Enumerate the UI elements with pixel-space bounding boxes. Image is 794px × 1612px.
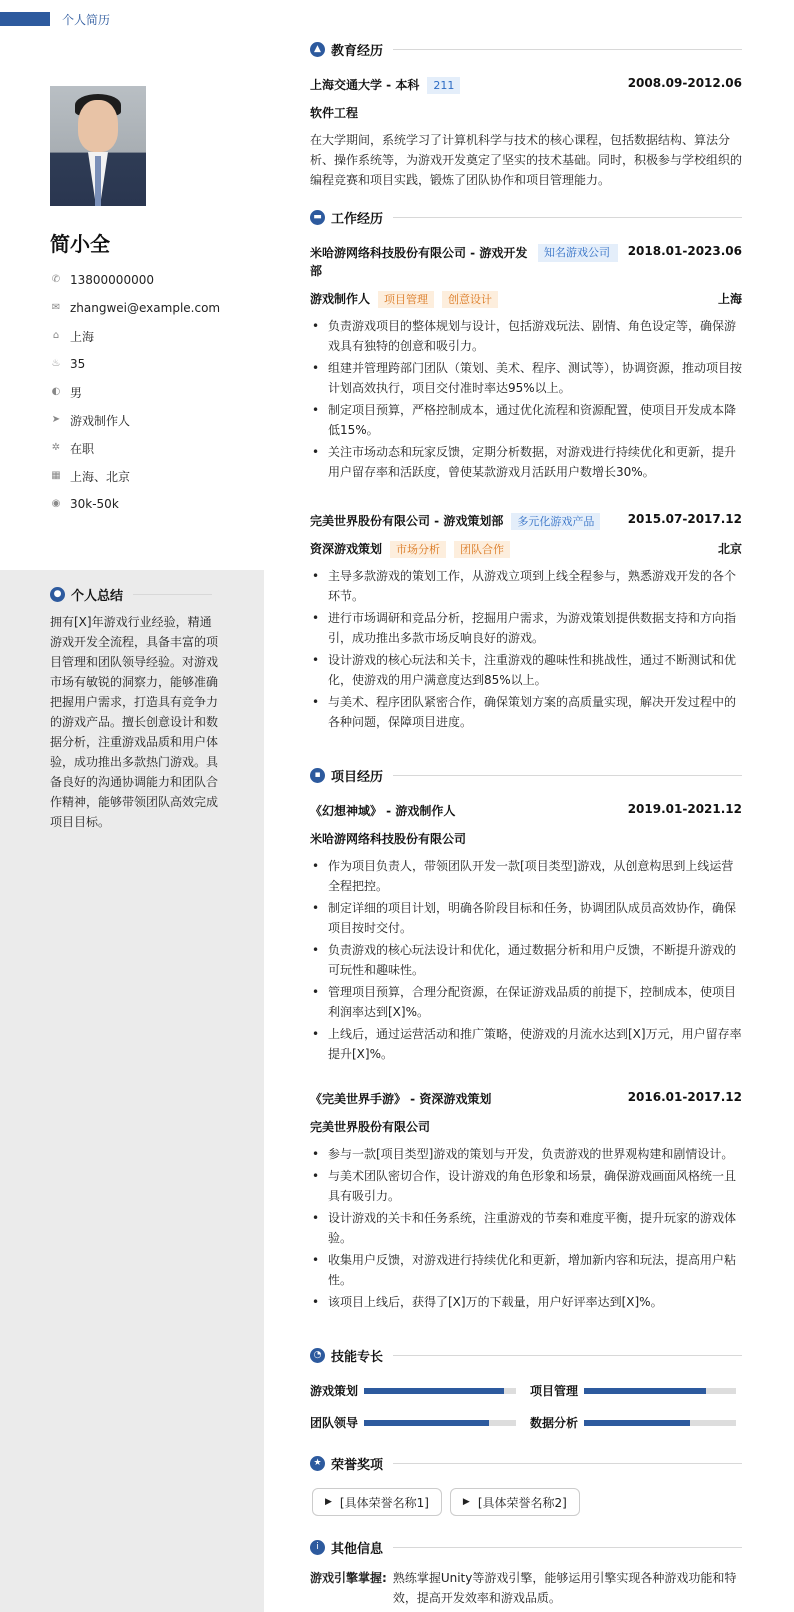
section-title: 个人总结 [71, 589, 124, 604]
other-heading [310, 1538, 742, 1557]
project-company: 米哈游网络科技股份有限公司 [310, 832, 467, 846]
divider [393, 775, 742, 776]
job-header [310, 512, 742, 530]
info-gender [50, 378, 220, 406]
company-tag: 多元化游戏产品 [511, 513, 600, 530]
job-city: 上海 [717, 292, 742, 306]
play-icon: ▶ [462, 1497, 470, 1507]
list-item: • 参与一款[项目类型]游戏的策划与开发，负责游戏的世界观构建和剧情设计。 [310, 1144, 742, 1164]
info-text: 30k-50k [70, 497, 119, 511]
project-date: 2019.01-2021.12 [627, 802, 742, 816]
info-email [50, 294, 220, 322]
skill-bar [364, 1388, 516, 1394]
project-bullets [310, 856, 742, 1066]
skills-row [310, 1382, 750, 1399]
skill-name: 团队领导 [310, 1416, 359, 1430]
divider [393, 1547, 742, 1548]
list-item: • 进行市场调研和竞品分析，挖掘用户需求，为游戏策划提供数据支持和方向指引，成功推出多款市场反响良好的游戏。 [310, 608, 742, 648]
chart-icon: ◔ [310, 1348, 325, 1363]
info-text: 13800000000 [70, 273, 154, 287]
skill-name: 项目管理 [530, 1384, 579, 1398]
job-date: 2015.07-2017.12 [627, 512, 742, 526]
grid-icon: ▪ [310, 768, 325, 783]
project-company: 完美世界股份有限公司 [310, 1120, 431, 1134]
list-item: • 负责游戏项目的整体规划与设计，包括游戏玩法、剧情、角色设定等，确保游戏具有独特的创意和吸引力。 [310, 316, 742, 356]
info-text: 上海 [70, 329, 95, 344]
skills-heading [310, 1346, 742, 1365]
major-row [310, 104, 742, 121]
home-icon: ⌂ [52, 330, 60, 341]
award-chip[interactable] [312, 1488, 442, 1516]
skills-row [310, 1414, 750, 1431]
info-status [50, 434, 220, 462]
job-role-row [310, 540, 742, 558]
skill-bar-fill [364, 1388, 504, 1394]
company-name: 完美世界股份有限公司 - 游戏策划部 [310, 514, 504, 528]
project-company-row [310, 830, 742, 847]
section-title: 其他信息 [331, 1542, 384, 1557]
user-icon: ● [50, 587, 65, 602]
project-name: 《完美世界手游》 - 资深游戏策划 [310, 1092, 492, 1106]
list-item: • 主导多款游戏的策划工作，从游戏立项到上线全程参与，熟悉游戏开发的各个环节。 [310, 566, 742, 606]
section-title: 教育经历 [331, 44, 384, 59]
list-item: • 与美术、程序团队紧密合作，确保策划方案的高质量实现，解决开发过程中的各种问题，保障项目进度。 [310, 692, 742, 732]
skill-bar [364, 1420, 516, 1426]
skill-item [310, 1414, 530, 1431]
list-item: • 设计游戏的核心玩法和关卡，注重游戏的趣味性和挑战性，通过不断测试和优化，使游戏的用户满意度达到85%以上。 [310, 650, 742, 690]
list-item: • 设计游戏的关卡和任务系统，注重游戏的节奏和难度平衡，提升玩家的游戏体验。 [310, 1208, 742, 1248]
education-desc: 在大学期间，系统学习了计算机科学与技术的核心课程，包括数据结构、算法分析、操作系统等，为游戏开发奠定了坚实的技术基础。同时，积极参与学校组织的编程竞赛和项目实践，锻炼了团队协作和项目管理能力。 [310, 133, 743, 187]
project-bullets [310, 1144, 742, 1314]
list-item: • 制定详细的项目计划，明确各阶段目标和任务，协调团队成员高效协作，确保项目按时交付。 [310, 898, 742, 938]
award-name: [具体荣誉名称1] [339, 1495, 429, 1510]
education-row [310, 76, 742, 94]
divider [133, 594, 212, 595]
status-icon: ✲ [51, 442, 61, 453]
school-name: 上海交通大学 - 本科 [310, 78, 420, 92]
job-bullets [310, 316, 742, 484]
divider [393, 1355, 742, 1356]
other-key: 游戏引擎掌握: [310, 1571, 387, 1585]
skill-name: 数据分析 [530, 1416, 579, 1430]
list-item: • 负责游戏的核心玩法设计和优化，通过数据分析和用户反馈，不断提升游戏的可玩性和趣味性。 [310, 940, 742, 980]
awards-heading [310, 1454, 742, 1473]
list-item: • 收集用户反馈，对游戏进行持续优化和更新，增加新内容和玩法，提高用户粘性。 [310, 1250, 742, 1290]
divider [393, 49, 742, 50]
info-text: zhangwei@example.com [70, 301, 221, 315]
project-header [310, 1090, 742, 1107]
job-date: 2018.01-2023.06 [627, 244, 742, 258]
other-value: 熟练掌握Unity等游戏引擎，能够运用引擎实现各种游戏功能和特效，提高开发效率和游戏品质。 [392, 1571, 737, 1605]
role-tag: 市场分析 [390, 541, 446, 558]
info-position [50, 406, 220, 434]
info-text: 游戏制作人 [70, 413, 131, 428]
section-title: 项目经历 [331, 770, 384, 785]
job-bullets [310, 566, 742, 734]
avatar [50, 86, 146, 206]
building-icon: ▦ [51, 470, 61, 481]
info-age [50, 350, 220, 378]
award-name: [具体荣誉名称2] [477, 1495, 567, 1510]
work-heading [310, 208, 742, 227]
salary-icon: ◉ [51, 498, 61, 509]
info-text: 上海、北京 [70, 469, 131, 484]
company-tag: 知名游戏公司 [538, 244, 618, 262]
skill-bar-fill [364, 1420, 489, 1426]
info-icon: i [310, 1540, 325, 1555]
info-text: 35 [70, 357, 86, 371]
project-header [310, 802, 742, 819]
profile-name: 简小全 [50, 232, 110, 256]
list-item: • 制定项目预算，严格控制成本，通过优化流程和资源配置，使项目开发成本降低15%。 [310, 400, 742, 440]
section-title: 荣誉奖项 [331, 1458, 384, 1473]
job-role: 资深游戏策划 [310, 542, 383, 556]
profile-info-list [50, 266, 220, 518]
list-item: • 作为项目负责人，带领团队开发一款[项目类型]游戏，从创意构思到上线运营全程把控。 [310, 856, 742, 896]
gender-icon: ◐ [51, 386, 61, 397]
role-tag: 项目管理 [378, 291, 434, 308]
send-icon: ➤ [51, 414, 61, 425]
project-company-row [310, 1118, 742, 1135]
briefcase-icon: ▬ [310, 210, 325, 225]
skill-bar [584, 1388, 736, 1394]
graduation-cap-icon: ▲ [310, 42, 325, 57]
list-item: • 关注市场动态和玩家反馈，定期分析数据，对游戏进行持续优化和更新，提升用户留存率和活跃度，曾使某款游戏月活跃用户数增长30%。 [310, 442, 742, 482]
info-text: 在职 [70, 441, 95, 456]
role-tag: 团队合作 [454, 541, 510, 558]
company-name: 米哈游网络科技股份有限公司 - 游戏开发部 [310, 246, 528, 278]
header-label: 个人简历 [62, 13, 111, 27]
project-date: 2016.01-2017.12 [627, 1090, 742, 1104]
skill-bar [584, 1420, 736, 1426]
role-tag: 创意设计 [442, 291, 498, 308]
section-title: 工作经历 [331, 212, 384, 227]
mail-icon: ✉ [51, 302, 61, 313]
skill-item [530, 1414, 750, 1431]
education-date: 2008.09-2012.06 [627, 76, 742, 90]
summary-heading [50, 585, 212, 604]
project-name: 《幻想神域》 - 游戏制作人 [310, 804, 456, 818]
header-accent-bar [0, 12, 50, 26]
major: 软件工程 [310, 106, 359, 120]
info-salary [50, 490, 220, 518]
section-title: 技能专长 [331, 1350, 384, 1365]
skill-bar-fill [584, 1420, 690, 1426]
summary-text: 拥有[X]年游戏行业经验，精通游戏开发全流程，具备丰富的项目管理和团队领导经验。对游戏市场有敏锐的洞察力，能够准确把握用户需求，打造具有竞争力的游戏产品。擅长创意设计和数据分析，注重游戏品质和用户体验，成功推出多款热门游戏。具备良好的沟通协调能力和团队合作精神，能够带领团队高效完成项目目标。 [50, 615, 219, 829]
award-chip[interactable] [450, 1488, 580, 1516]
job-header [310, 244, 742, 280]
phone-icon: ✆ [51, 274, 61, 285]
list-item: • 该项目上线后，获得了[X]万的下载量，用户好评率达到[X]%。 [310, 1292, 742, 1312]
awards-list [312, 1488, 588, 1516]
info-phone [50, 266, 220, 294]
list-item: • 上线后，通过运营活动和推广策略，使游戏的月流水达到[X]万元，用户留存率提升[X]%。 [310, 1024, 742, 1064]
divider [393, 217, 742, 218]
projects-heading [310, 766, 742, 785]
list-item: • 与美术团队密切合作，设计游戏的角色形象和场景，确保游戏画面风格统一且具有吸引力。 [310, 1166, 742, 1206]
info-location [50, 462, 220, 490]
job-role: 游戏制作人 [310, 292, 371, 306]
other-info-row [310, 1568, 742, 1608]
skill-name: 游戏策划 [310, 1384, 359, 1398]
list-item: • 管理项目预算，合理分配资源，在保证游戏品质的前提下，控制成本，使项目利润率达到[X]%。 [310, 982, 742, 1022]
cake-icon: ♨ [51, 358, 61, 369]
skill-bar-fill [584, 1388, 706, 1394]
job-role-row [310, 290, 742, 308]
play-icon: ▶ [325, 1497, 332, 1507]
divider [393, 1463, 742, 1464]
job-city: 北京 [717, 542, 742, 556]
school-tag: 211 [427, 77, 460, 94]
info-text: 男 [70, 385, 83, 400]
skill-item [310, 1382, 530, 1399]
education-heading [310, 40, 742, 59]
info-city [50, 322, 220, 350]
medal-icon: ★ [310, 1456, 325, 1471]
list-item: • 组建并管理跨部门团队（策划、美术、程序、测试等），协调资源，推动项目按计划高效执行，项目交付准时率达95%以上。 [310, 358, 742, 398]
skill-item [530, 1382, 750, 1399]
